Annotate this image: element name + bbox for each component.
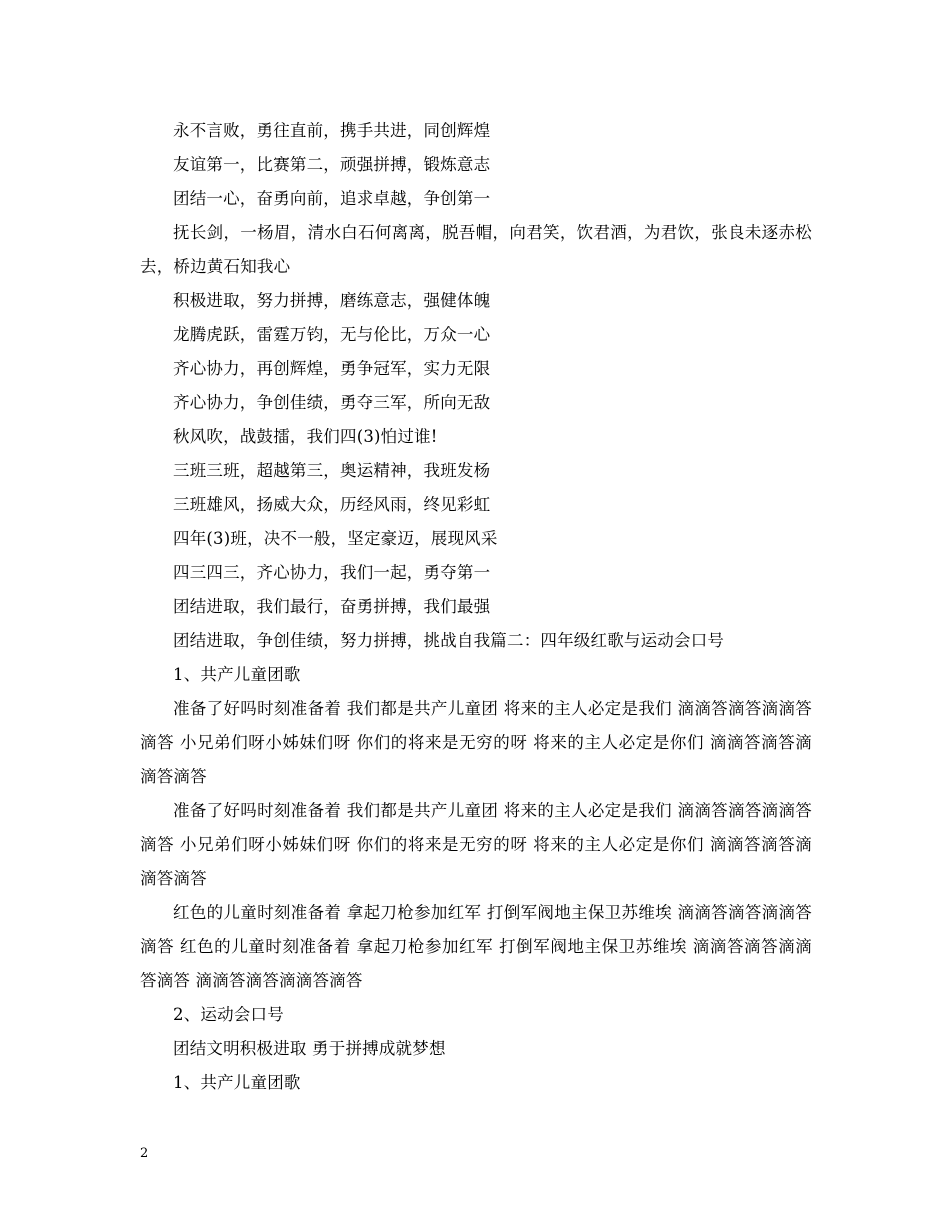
paragraph: 四年(3)班，决不一般，坚定豪迈，展现风采 (173, 529, 498, 548)
paragraph: 准备了好吗时刻准备着 我们都是共产儿童团 将来的主人必定是我们 滴滴答滴答滴滴答滴答 小兄弟们呀小姊妹们呀 你们的将来是无穷的呀 将来的主人必定是你们 滴滴答滴答滴滴答滴答 (140, 699, 812, 786)
section-heading: 2、运动会口号 (173, 1005, 284, 1024)
paragraph: 团结进取，争创佳绩，努力拼搏，挑战自我篇二：四年级红歌与运动会口号 (173, 631, 725, 650)
paragraph: 准备了好吗时刻准备着 我们都是共产儿童团 将来的主人必定是我们 滴滴答滴答滴滴答滴答 小兄弟们呀小姊妹们呀 你们的将来是无穷的呀 将来的主人必定是你们 滴滴答滴答滴滴答滴答 (140, 801, 812, 888)
paragraph: 四三四三，齐心协力，我们一起，勇夺第一 (173, 563, 491, 582)
paragraph: 抚长剑，一杨眉，清水白石何离离，脱吾帽，向君笑，饮君酒，为君饮，张良未逐赤松去，桥边黄石知我心 (140, 223, 812, 276)
section-heading: 1、共产儿童团歌 (173, 665, 301, 684)
document-body (140, 114, 812, 1100)
paragraph: 友谊第一，比赛第二，顽强拼搏，锻炼意志 (173, 155, 491, 174)
paragraph: 齐心协力，争创佳绩，勇夺三军，所向无敌 (173, 393, 491, 412)
page-number: 2 (140, 1146, 149, 1161)
section-heading: 1、共产儿童团歌 (173, 1073, 301, 1092)
paragraph: 秋风吹，战鼓擂，我们四(3)怕过谁! (173, 427, 438, 446)
paragraph: 积极进取，努力拼搏，磨练意志，强健体魄 (173, 291, 491, 310)
paragraph: 永不言败，勇往直前，携手共进，同创辉煌 (173, 121, 491, 140)
paragraph: 团结进取，我们最行，奋勇拼搏，我们最强 (173, 597, 491, 616)
paragraph: 三班三班，超越第三，奥运精神，我班发杨 (173, 461, 491, 480)
paragraph: 龙腾虎跃，雷霆万钧，无与伦比，万众一心 (173, 325, 491, 344)
paragraph: 团结文明积极进取 勇于拼搏成就梦想 (173, 1039, 446, 1058)
paragraph: 红色的儿童时刻准备着 拿起刀枪参加红军 打倒军阀地主保卫苏维埃 滴滴答滴答滴滴答滴答 红色的儿童时刻准备着 拿起刀枪参加红军 打倒军阀地主保卫苏维埃 滴滴答滴答滴滴答滴答 滴滴答滴答滴滴答滴答 (140, 903, 812, 990)
paragraph: 团结一心，奋勇向前，追求卓越，争创第一 (173, 189, 491, 208)
paragraph: 三班雄风，扬威大众，历经风雨，终见彩虹 (173, 495, 491, 514)
paragraph: 齐心协力，再创辉煌，勇争冠军，实力无限 (173, 359, 491, 378)
